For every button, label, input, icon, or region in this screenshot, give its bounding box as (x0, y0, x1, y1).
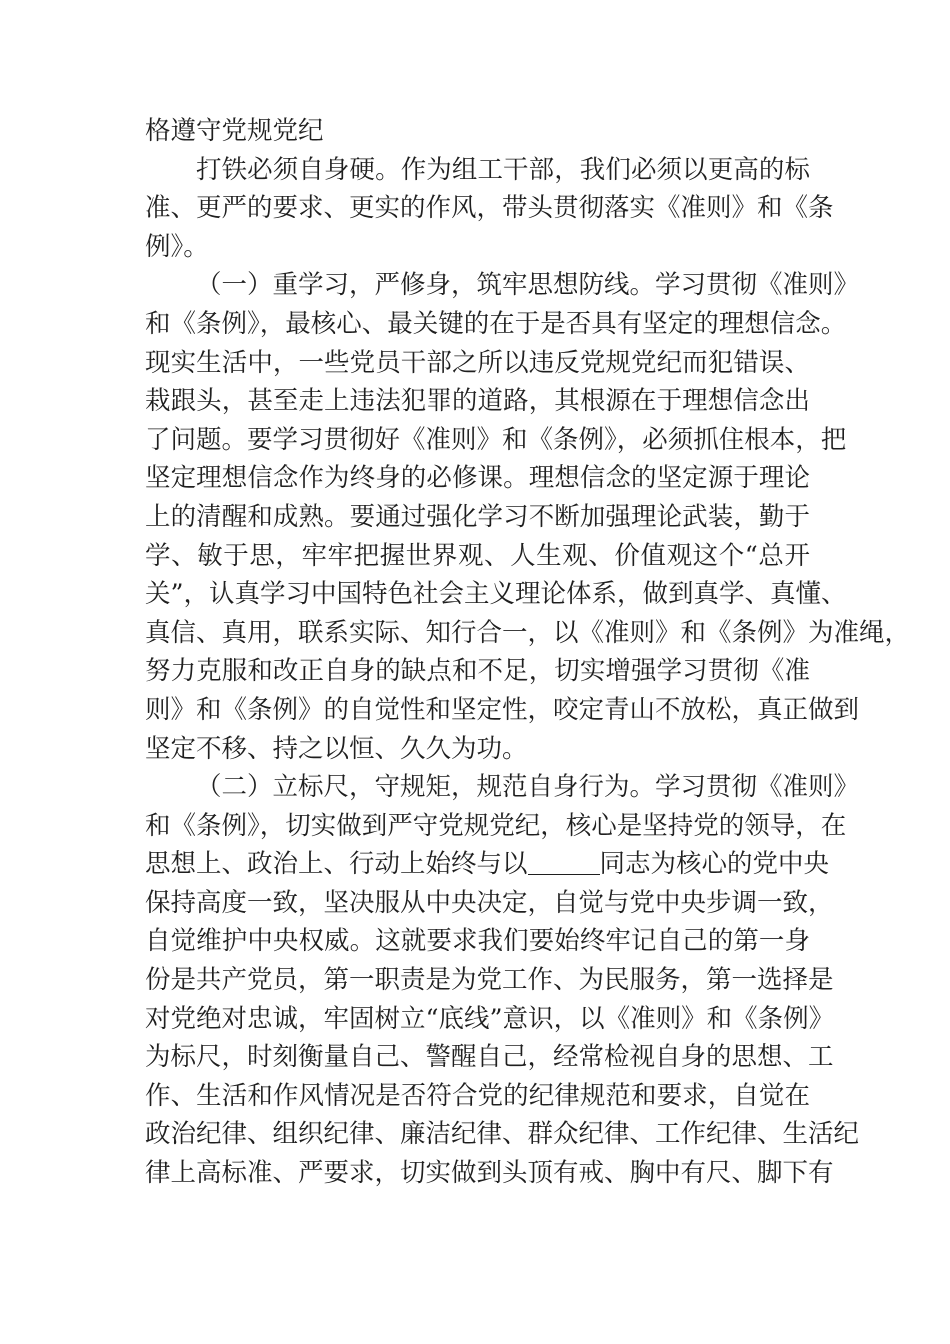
text-line: 和《条例》，最核心、最关键的在于是否具有坚定的理想信念。 (145, 308, 847, 339)
text-line: 保持高度一致，坚决服从中央决定，自觉与党中央步调一致， (145, 887, 834, 918)
text-line: 现实生活中，一些党员干部之所以违反党规党纪而犯错误、 (145, 347, 810, 378)
text-line: 努力克服和改正自身的缺点和不足，切实增强学习贯彻《准 (145, 656, 810, 687)
text-line: 政治纪律、组织纪律、廉洁纪律、群众纪律、工作纪律、生活纪 (145, 1119, 860, 1150)
text-line: 份是共产党员，第一职责是为党工作、为民服务，第一选择是 (145, 965, 834, 996)
text-line: 对党绝对忠诚，牢固树立“底线”意识，以《准则》和《条例》 (145, 1003, 835, 1034)
text-line: 为标尺，时刻衡量自己、警醒自己，经常检视自身的思想、工 (145, 1042, 834, 1073)
text-line: 格遵守党规党纪 (145, 116, 324, 146)
text-line: 坚定不移、持之以恒、久久为功。 (145, 733, 528, 764)
text-line: 学、敏于思，牢牢把握世界观、人生观、价值观这个“总开 (145, 540, 810, 571)
text-line-with-blank (145, 845, 830, 884)
paragraph-start-line: （一）重学习，严修身，筑牢思想防线。学习贯彻《准则》 (196, 270, 860, 301)
text-line: 了问题。要学习贯彻好《准则》和《条例》，必须抓住根本，把 (145, 424, 847, 455)
text-line: 自觉维护中央权威。这就要求我们要始终牢记自己的第一身 (145, 926, 810, 957)
text-line: 则》和《条例》的自觉性和坚定性，咬定青山不放松，真正做到 (145, 694, 860, 725)
text-line: 和《条例》，切实做到严守党规党纪，核心是坚持党的领导，在 (145, 810, 847, 841)
paragraph-start-line: 打铁必须自身硬。作为组工干部，我们必须以更高的标 (196, 154, 810, 185)
text-segment: 同志为核心的党中央 (599, 849, 830, 880)
text-line: 关”，认真学习中国特色社会主义理论体系，做到真学、真懂、 (145, 579, 847, 610)
text-line: 坚定理想信念作为终身的必修课。理想信念的坚定源于理论 (145, 463, 810, 494)
text-line: 作、生活和作风情况是否符合党的纪律规范和要求，自觉在 (145, 1080, 810, 1111)
text-segment: 思想上、政治上、行动上始终与以 (145, 849, 528, 880)
text-line: 栽跟头，甚至走上违法犯罪的道路，其根源在于理想信念出 (145, 386, 810, 417)
text-line: 上的清醒和成熟。要通过强化学习不断加强理论武装，勤于 (145, 501, 810, 532)
text-line: 例》。 (145, 231, 209, 262)
blank-underline (528, 850, 600, 875)
paragraph-start-line: （二）立标尺，守规矩，规范自身行为。学习贯彻《准则》 (196, 772, 860, 803)
text-line: 真信、真用，联系实际、知行合一，以《准则》和《条例》为准绳， (145, 617, 911, 648)
document-body (145, 112, 911, 1193)
text-line: 律上高标准、严要求，切实做到头顶有戒、胸中有尺、脚下有 (145, 1158, 834, 1189)
text-line: 准、更严的要求、更实的作风，带头贯彻落实《准则》和《条 (145, 193, 834, 224)
